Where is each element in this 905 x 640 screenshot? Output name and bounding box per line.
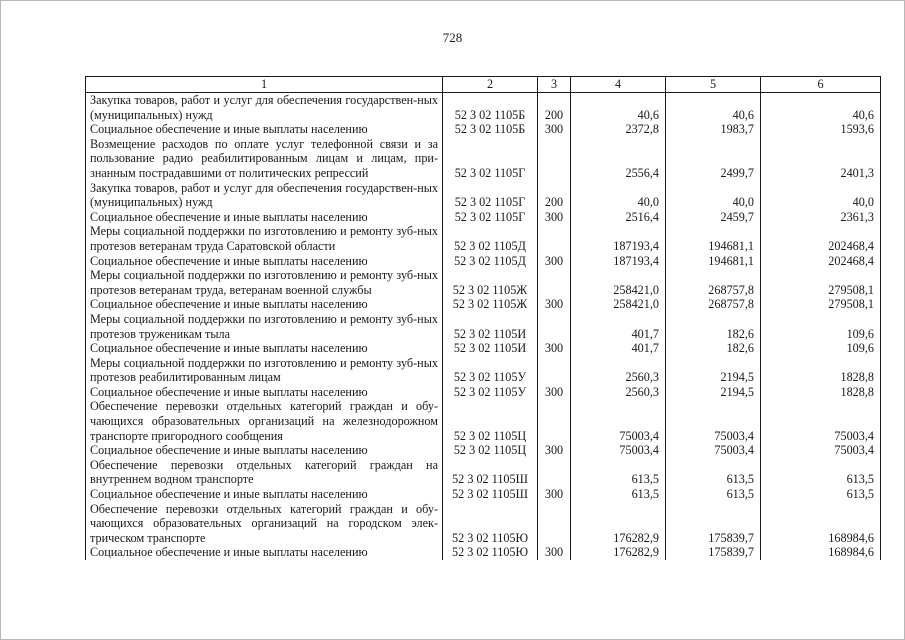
column-header: 6 — [761, 77, 881, 93]
table-row — [86, 487, 881, 502]
budget-table — [85, 76, 881, 560]
row-code: 52 3 02 1105Ю — [443, 545, 538, 560]
row-value-col5: 2194,5 — [666, 385, 761, 400]
row-name: Обеспечение перевозки отдельных категорий граждан на внутреннем водном транспорте — [86, 458, 443, 487]
row-code: 52 3 02 1105Г — [443, 210, 538, 225]
row-value-col5: 75003,4 — [666, 399, 761, 443]
row-name: Социальное обеспечение и иные выплаты населению — [86, 122, 443, 137]
row-value-col6: 279508,1 — [761, 268, 881, 297]
row-type — [538, 224, 571, 253]
row-type: 300 — [538, 297, 571, 312]
row-value-col4: 401,7 — [571, 312, 666, 341]
row-value-col6: 75003,4 — [761, 399, 881, 443]
table-row — [86, 210, 881, 225]
row-value-col6: 613,5 — [761, 487, 881, 502]
row-type — [538, 137, 571, 181]
row-type — [538, 312, 571, 341]
row-value-col6: 613,5 — [761, 458, 881, 487]
row-value-col6: 1593,6 — [761, 122, 881, 137]
row-type — [538, 399, 571, 443]
table-row — [86, 181, 881, 210]
row-value-col6: 202468,4 — [761, 254, 881, 269]
row-name: Социальное обеспечение и иные выплаты населению — [86, 210, 443, 225]
table-row — [86, 297, 881, 312]
row-value-col5: 182,6 — [666, 312, 761, 341]
row-code: 52 3 02 1105Д — [443, 254, 538, 269]
table-row — [86, 341, 881, 356]
row-code: 52 3 02 1105Д — [443, 224, 538, 253]
row-type: 300 — [538, 210, 571, 225]
row-value-col6: 168984,6 — [761, 502, 881, 546]
row-value-col4: 258421,0 — [571, 268, 666, 297]
row-value-col6: 40,6 — [761, 93, 881, 123]
row-name: Меры социальной поддержки по изготовлению и ремонту зуб-ных протезов реабилитированным лицам — [86, 356, 443, 385]
row-value-col5: 194681,1 — [666, 254, 761, 269]
row-name: Социальное обеспечение и иные выплаты населению — [86, 385, 443, 400]
row-code: 52 3 02 1105Г — [443, 181, 538, 210]
row-value-col5: 182,6 — [666, 341, 761, 356]
row-value-col5: 613,5 — [666, 458, 761, 487]
table-row — [86, 399, 881, 443]
table-row — [86, 137, 881, 181]
row-value-col5: 268757,8 — [666, 268, 761, 297]
row-name: Социальное обеспечение и иные выплаты населению — [86, 443, 443, 458]
row-code: 52 3 02 1105Ц — [443, 399, 538, 443]
table-row — [86, 254, 881, 269]
row-value-col5: 175839,7 — [666, 502, 761, 546]
row-code: 52 3 02 1105Ж — [443, 297, 538, 312]
row-value-col5: 75003,4 — [666, 443, 761, 458]
row-value-col4: 613,5 — [571, 487, 666, 502]
row-name: Закупка товаров, работ и услуг для обеспечения государствен-ных (муниципальных) нужд — [86, 93, 443, 123]
table-row — [86, 122, 881, 137]
column-header: 2 — [443, 77, 538, 93]
row-code: 52 3 02 1105Ш — [443, 458, 538, 487]
row-code: 52 3 02 1105Ж — [443, 268, 538, 297]
row-value-col5: 2459,7 — [666, 210, 761, 225]
row-name: Социальное обеспечение и иные выплаты населению — [86, 487, 443, 502]
table-row — [86, 545, 881, 560]
row-type — [538, 268, 571, 297]
table-row — [86, 356, 881, 385]
column-header: 3 — [538, 77, 571, 93]
row-name: Обеспечение перевозки отдельных категорий граждан и обу-чающихся образовательных организаций на железнодорожном транспорте пригородного сообщения — [86, 399, 443, 443]
row-value-col4: 187193,4 — [571, 224, 666, 253]
column-header: 4 — [571, 77, 666, 93]
row-name: Социальное обеспечение и иные выплаты населению — [86, 545, 443, 560]
row-type — [538, 356, 571, 385]
row-value-col6: 279508,1 — [761, 297, 881, 312]
row-value-col6: 40,0 — [761, 181, 881, 210]
row-code: 52 3 02 1105Г — [443, 137, 538, 181]
row-code: 52 3 02 1105У — [443, 356, 538, 385]
row-name: Меры социальной поддержки по изготовлению и ремонту зуб-ных протезов ветеранам труда Саратовской области — [86, 224, 443, 253]
row-value-col4: 613,5 — [571, 458, 666, 487]
row-value-col6: 75003,4 — [761, 443, 881, 458]
row-name: Меры социальной поддержки по изготовлению и ремонту зуб-ных протезов труженикам тыла — [86, 312, 443, 341]
row-value-col6: 202468,4 — [761, 224, 881, 253]
row-value-col6: 1828,8 — [761, 356, 881, 385]
row-value-col5: 1983,7 — [666, 122, 761, 137]
row-name: Обеспечение перевозки отдельных категорий граждан и обу-чающихся образовательных организаций на городском элек-трическом транспорте — [86, 502, 443, 546]
row-name: Социальное обеспечение и иные выплаты населению — [86, 297, 443, 312]
table-row — [86, 268, 881, 297]
row-value-col4: 40,6 — [571, 93, 666, 123]
row-value-col4: 401,7 — [571, 341, 666, 356]
row-type: 300 — [538, 341, 571, 356]
row-value-col5: 175839,7 — [666, 545, 761, 560]
row-name: Социальное обеспечение и иные выплаты населению — [86, 341, 443, 356]
row-value-col6: 1828,8 — [761, 385, 881, 400]
row-value-col4: 2556,4 — [571, 137, 666, 181]
row-value-col5: 2499,7 — [666, 137, 761, 181]
row-code: 52 3 02 1105Ц — [443, 443, 538, 458]
row-type — [538, 502, 571, 546]
row-type: 200 — [538, 93, 571, 123]
row-name: Социальное обеспечение и иные выплаты населению — [86, 254, 443, 269]
row-name: Закупка товаров, работ и услуг для обеспечения государствен-ных (муниципальных) нужд — [86, 181, 443, 210]
table-row — [86, 385, 881, 400]
row-type: 300 — [538, 487, 571, 502]
row-code: 52 3 02 1105И — [443, 312, 538, 341]
row-value-col4: 2516,4 — [571, 210, 666, 225]
row-value-col6: 109,6 — [761, 341, 881, 356]
row-type — [538, 458, 571, 487]
table-row — [86, 312, 881, 341]
row-value-col5: 2194,5 — [666, 356, 761, 385]
row-code: 52 3 02 1105У — [443, 385, 538, 400]
row-type: 300 — [538, 254, 571, 269]
row-code: 52 3 02 1105И — [443, 341, 538, 356]
table-row — [86, 502, 881, 546]
row-value-col4: 176282,9 — [571, 502, 666, 546]
page-number: 728 — [442, 30, 463, 45]
table-header-row — [86, 77, 881, 93]
column-header: 5 — [666, 77, 761, 93]
column-header: 1 — [86, 77, 443, 93]
row-value-col6: 2401,3 — [761, 137, 881, 181]
table-row — [86, 458, 881, 487]
row-type: 300 — [538, 385, 571, 400]
table-row — [86, 224, 881, 253]
row-code: 52 3 02 1105Ш — [443, 487, 538, 502]
row-value-col5: 613,5 — [666, 487, 761, 502]
row-type: 300 — [538, 545, 571, 560]
row-name: Возмещение расходов по оплате услуг телефонной связи и за пользование радио реабилитированным лицам и лицам, при-знанным пострадавшими от политических репрессий — [86, 137, 443, 181]
row-value-col4: 2372,8 — [571, 122, 666, 137]
row-code: 52 3 02 1105Б — [443, 122, 538, 137]
table-row — [86, 93, 881, 123]
row-code: 52 3 02 1105Б — [443, 93, 538, 123]
row-value-col5: 40,6 — [666, 93, 761, 123]
row-value-col6: 109,6 — [761, 312, 881, 341]
row-value-col4: 75003,4 — [571, 443, 666, 458]
row-value-col4: 40,0 — [571, 181, 666, 210]
row-value-col4: 75003,4 — [571, 399, 666, 443]
row-name: Меры социальной поддержки по изготовлению и ремонту зуб-ных протезов ветеранам труда, ветеранам военной службы — [86, 268, 443, 297]
row-type: 200 — [538, 181, 571, 210]
row-value-col5: 40,0 — [666, 181, 761, 210]
row-value-col5: 194681,1 — [666, 224, 761, 253]
table-row — [86, 443, 881, 458]
row-type: 300 — [538, 443, 571, 458]
row-value-col4: 258421,0 — [571, 297, 666, 312]
row-value-col6: 168984,6 — [761, 545, 881, 560]
row-value-col5: 268757,8 — [666, 297, 761, 312]
row-value-col4: 2560,3 — [571, 356, 666, 385]
row-type: 300 — [538, 122, 571, 137]
row-value-col6: 2361,3 — [761, 210, 881, 225]
row-value-col4: 2560,3 — [571, 385, 666, 400]
row-code: 52 3 02 1105Ю — [443, 502, 538, 546]
row-value-col4: 187193,4 — [571, 254, 666, 269]
row-value-col4: 176282,9 — [571, 545, 666, 560]
